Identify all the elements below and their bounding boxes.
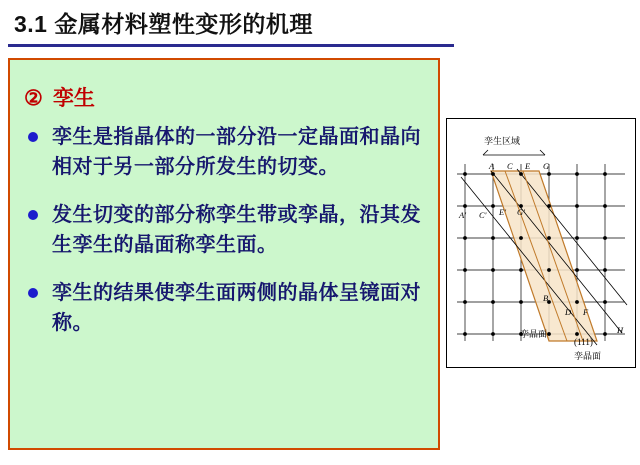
section-heading-text: 孪生 bbox=[52, 87, 95, 110]
list-item bbox=[20, 122, 432, 182]
figure-label-twin-crystal: 孪晶面 bbox=[574, 351, 602, 361]
svg-text:D: D bbox=[565, 307, 572, 317]
figure-label-miller-index: (111) bbox=[574, 337, 593, 347]
list-item-text: 孪生的结果使孪生面两侧的晶体呈镜面对称。 bbox=[52, 282, 421, 334]
figure-label-twin-plane: 孪晶面 bbox=[520, 329, 548, 339]
svg-text:C': C' bbox=[479, 210, 487, 220]
bullet-dot-icon bbox=[28, 132, 38, 142]
content-panel bbox=[8, 58, 440, 450]
list-item bbox=[20, 278, 432, 338]
svg-text:E: E bbox=[525, 161, 531, 171]
bullet-dot-icon bbox=[28, 288, 38, 298]
list-item bbox=[20, 200, 432, 260]
figure-label-twin-zone: 孪生区域 bbox=[484, 136, 521, 146]
svg-text:E': E' bbox=[499, 207, 507, 217]
section-marker: ② bbox=[24, 87, 43, 110]
svg-text:G': G' bbox=[517, 207, 525, 217]
bullet-list bbox=[20, 122, 432, 356]
title-divider bbox=[8, 44, 454, 47]
svg-text:C: C bbox=[507, 161, 513, 171]
list-item-text: 发生切变的部分称孪生带或孪晶，沿其发生孪生的晶面称孪生面。 bbox=[52, 204, 421, 256]
svg-text:G: G bbox=[543, 161, 550, 171]
list-item-text: 孪生是指晶体的一部分沿一定晶面和晶向相对于另一部分所发生的切变。 bbox=[52, 126, 421, 178]
svg-text:H: H bbox=[617, 325, 624, 335]
page-title: 3.1 金属材料塑性变形的机理 bbox=[14, 11, 313, 37]
section-heading bbox=[24, 82, 95, 112]
svg-text:A: A bbox=[489, 161, 495, 171]
svg-text:B: B bbox=[543, 293, 549, 303]
bullet-dot-icon bbox=[28, 210, 38, 220]
svg-text:F: F bbox=[583, 307, 589, 317]
twin-band-region bbox=[491, 171, 597, 341]
svg-text:A': A' bbox=[459, 210, 467, 220]
